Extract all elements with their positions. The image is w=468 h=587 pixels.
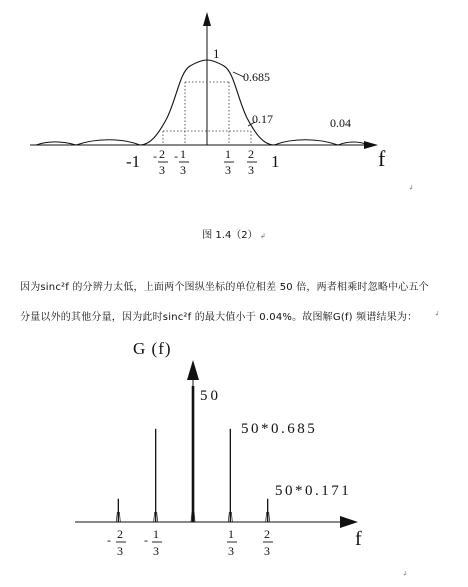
paragraph-mark: ↲ [408,184,414,192]
fig1-label-004: 0.04 [330,116,351,130]
fig1-tick-two-thirds [247,147,257,177]
fig1-label-0685: 0.685 [243,70,270,84]
fig2-tick-one-third [227,527,237,558]
fig1-tick-two-thirds-den: 3 [248,163,254,177]
fig1-tick-neg-two-thirds-den: 3 [159,163,165,177]
fig2-tick-neg-two-thirds-num: 2 [117,527,123,541]
svg-text:-: - [153,149,157,163]
paragraph-mark: ↲ [434,310,440,318]
fig2-tick-two-thirds-den: 3 [264,544,270,558]
fig1-y-arrow-icon [203,12,211,26]
fig1-f-axis-label: f [378,146,386,171]
fig1-tick-neg1: -1 [126,152,141,171]
fig2-y-label: G (f) [133,339,172,358]
fig2-tick-two-thirds-num: 2 [264,527,270,541]
fig2-peak-label-50: 50 [200,388,221,404]
fig1-label-017: 0.17 [252,112,273,126]
fig2-tick-neg-one-third [144,527,162,558]
fig2-tick-two-thirds [263,527,273,558]
spectrum-figure [0,330,468,587]
fig1-tick-neg-one-third-num: 1 [180,147,186,161]
fig2-x-arrow-icon [340,516,358,528]
svg-text:-: - [174,149,178,163]
svg-text:-: - [144,533,148,547]
fig1-tick-neg-one-third-den: 3 [180,163,186,177]
fig2-tick-neg-two-thirds [107,527,126,558]
figure-caption: 图 1.4（2） ↲ [202,230,266,241]
fig1-peak-label: 1 [213,46,220,61]
fig2-x-label: f [355,528,362,550]
fig2-tick-neg-one-third-num: 1 [153,527,159,541]
fig1-side-lobe-left [76,140,140,145]
fig2-tick-neg-one-third-den: 3 [153,544,159,558]
fig2-tick-one-third-num: 1 [228,527,234,541]
fig1-side-lobe-right [274,140,338,145]
fig2-tick-one-third-den: 3 [228,544,234,558]
fig1-tick-pos1: 1 [271,152,280,171]
fig2-y-arrow-icon [187,360,199,380]
fig1-tick-neg-two-thirds-num: 2 [159,147,165,161]
fig2-peak-label-0171: 50*0.171 [275,483,352,499]
fig2-peak-label-0685: 50*0.685 [241,421,318,437]
fig1-x-arrow-icon [364,141,378,149]
fig2-tick-neg-two-thirds-den: 3 [117,544,123,558]
fig2-spectral-lines [116,386,269,522]
fig1-tick-one-third-den: 3 [225,163,231,177]
paragraph-line-2: 分量以外的其他分量，因为此时sinc²f 的最大值小于 0.04%。故图解G(f) 频谱结果为： [20,312,418,323]
fig1-tick-one-third [224,147,234,177]
paragraph-mark: ↲ [402,570,408,578]
fig1-tick-one-third-num: 1 [225,147,231,161]
figure-caption-text: 图 1.4（2） [202,230,258,241]
svg-text:-: - [107,533,111,547]
paragraph-line-1: 因为sinc²f 的分辨力太低，上面两个图纵坐标的单位相差 50 倍，两者相乘时忽略中心五个 [20,282,429,293]
sinc-squared-figure [0,0,468,215]
fig1-tick-neg-one-third [174,147,189,177]
fig1-tick-two-thirds-num: 2 [248,147,254,161]
fig1-tick-neg-two-thirds [153,147,168,177]
